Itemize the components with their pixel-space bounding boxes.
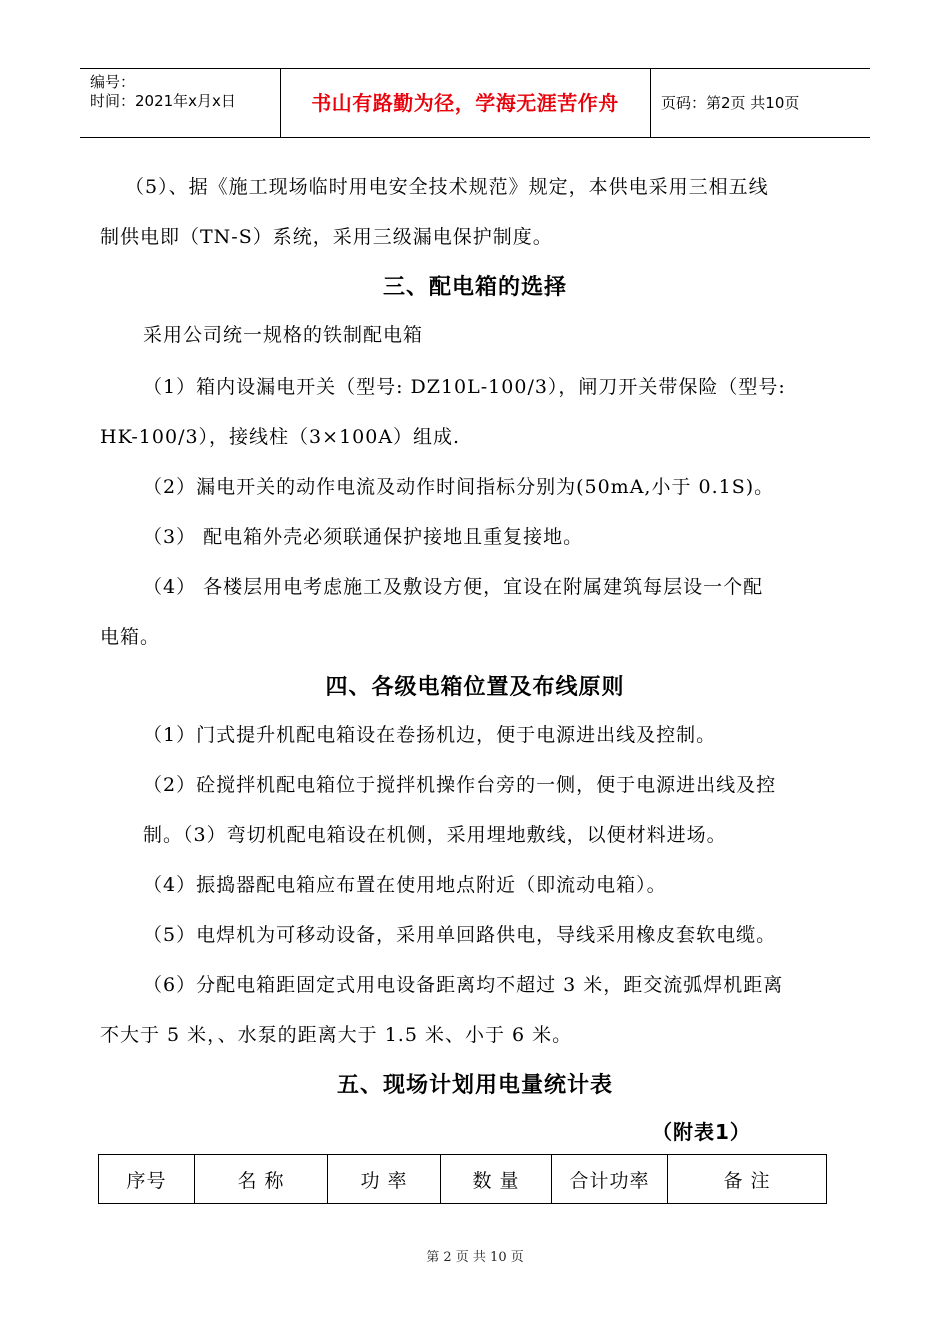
section-heading-4: 四、各级电箱位置及布线原则 — [325, 675, 625, 700]
paragraph-line: HK-100/3），接线柱（3×100A）组成. — [100, 426, 461, 448]
section-heading-3: 三、配电箱的选择 — [382, 275, 567, 300]
paragraph-line: （2）砼搅拌机配电箱位于搅拌机操作台旁的一侧，便于电源进出线及控 — [143, 774, 777, 796]
paragraph-line: （1）门式提升机配电箱设在卷扬机边，便于电源进出线及控制。 — [143, 724, 717, 746]
header-motto: 书山有路勤为径，学海无涯苦作舟 — [280, 69, 651, 137]
table-header-cell: 数 量 — [441, 1155, 552, 1204]
paragraph-line: 电箱。 — [100, 626, 161, 648]
paragraph-line: （6）分配电箱距固定式用电设备距离均不超过 3 米，距交流弧焊机距离 — [143, 974, 784, 996]
paragraph-line: 不大于 5 米，、水泵的距离大于 1.5 米、小于 6 米。 — [100, 1024, 573, 1046]
paragraph-line: （5）、据《施工现场临时用电安全技术规范》规定，本供电采用三相五线 — [125, 176, 769, 198]
paragraph-line: （1）箱内设漏电开关（型号: DZ10L-100/3），闸刀开关带保险（型号: — [143, 376, 786, 398]
header-info-cell — [80, 69, 281, 137]
power-usage-table — [98, 1154, 827, 1204]
paragraph-line: （5）电焊机为可移动设备，采用单回路供电，导线采用橡皮套软电缆。 — [143, 924, 777, 946]
table-header-cell: 合计功率 — [552, 1155, 668, 1204]
document-time-label: 时间：2021年x月x日 — [90, 92, 236, 110]
paragraph-line: （4） 各楼层用电考虑施工及敷设方便，宜设在附属建筑每层设一个配 — [143, 576, 764, 598]
table-header-cell: 名 称 — [195, 1155, 328, 1204]
paragraph-line: （2）漏电开关的动作电流及动作时间指标分别为(50mA,小于 0.1S)。 — [143, 476, 775, 498]
appendix-label: （附表1） — [652, 1120, 751, 1144]
page-header — [80, 68, 870, 138]
table-header-cell: 序号 — [99, 1155, 195, 1204]
table-header-cell: 备 注 — [668, 1155, 827, 1204]
table-header-cell: 功 率 — [328, 1155, 441, 1204]
table-header-row — [99, 1155, 827, 1204]
paragraph-line: （4）振捣器配电箱应布置在使用地点附近（即流动电箱）。 — [143, 874, 667, 896]
section-heading-5: 五、现场计划用电量统计表 — [336, 1073, 613, 1098]
paragraph-line: 制供电即（TN-S）系统，采用三级漏电保护制度。 — [100, 226, 553, 248]
document-number-label: 编号： — [90, 73, 136, 91]
header-page-label: 页码：第2页 共10页 — [661, 94, 800, 112]
paragraph-line: 制。（3）弯切机配电箱设在机侧，采用埋地敷线，以便材料进场。 — [143, 824, 727, 846]
paragraph-line: 采用公司统一规格的铁制配电箱 — [143, 324, 424, 346]
paragraph-line: （3） 配电箱外壳必须联通保护接地且重复接地。 — [143, 526, 584, 548]
page-footer: 第 2 页 共 10 页 — [426, 1250, 524, 1265]
